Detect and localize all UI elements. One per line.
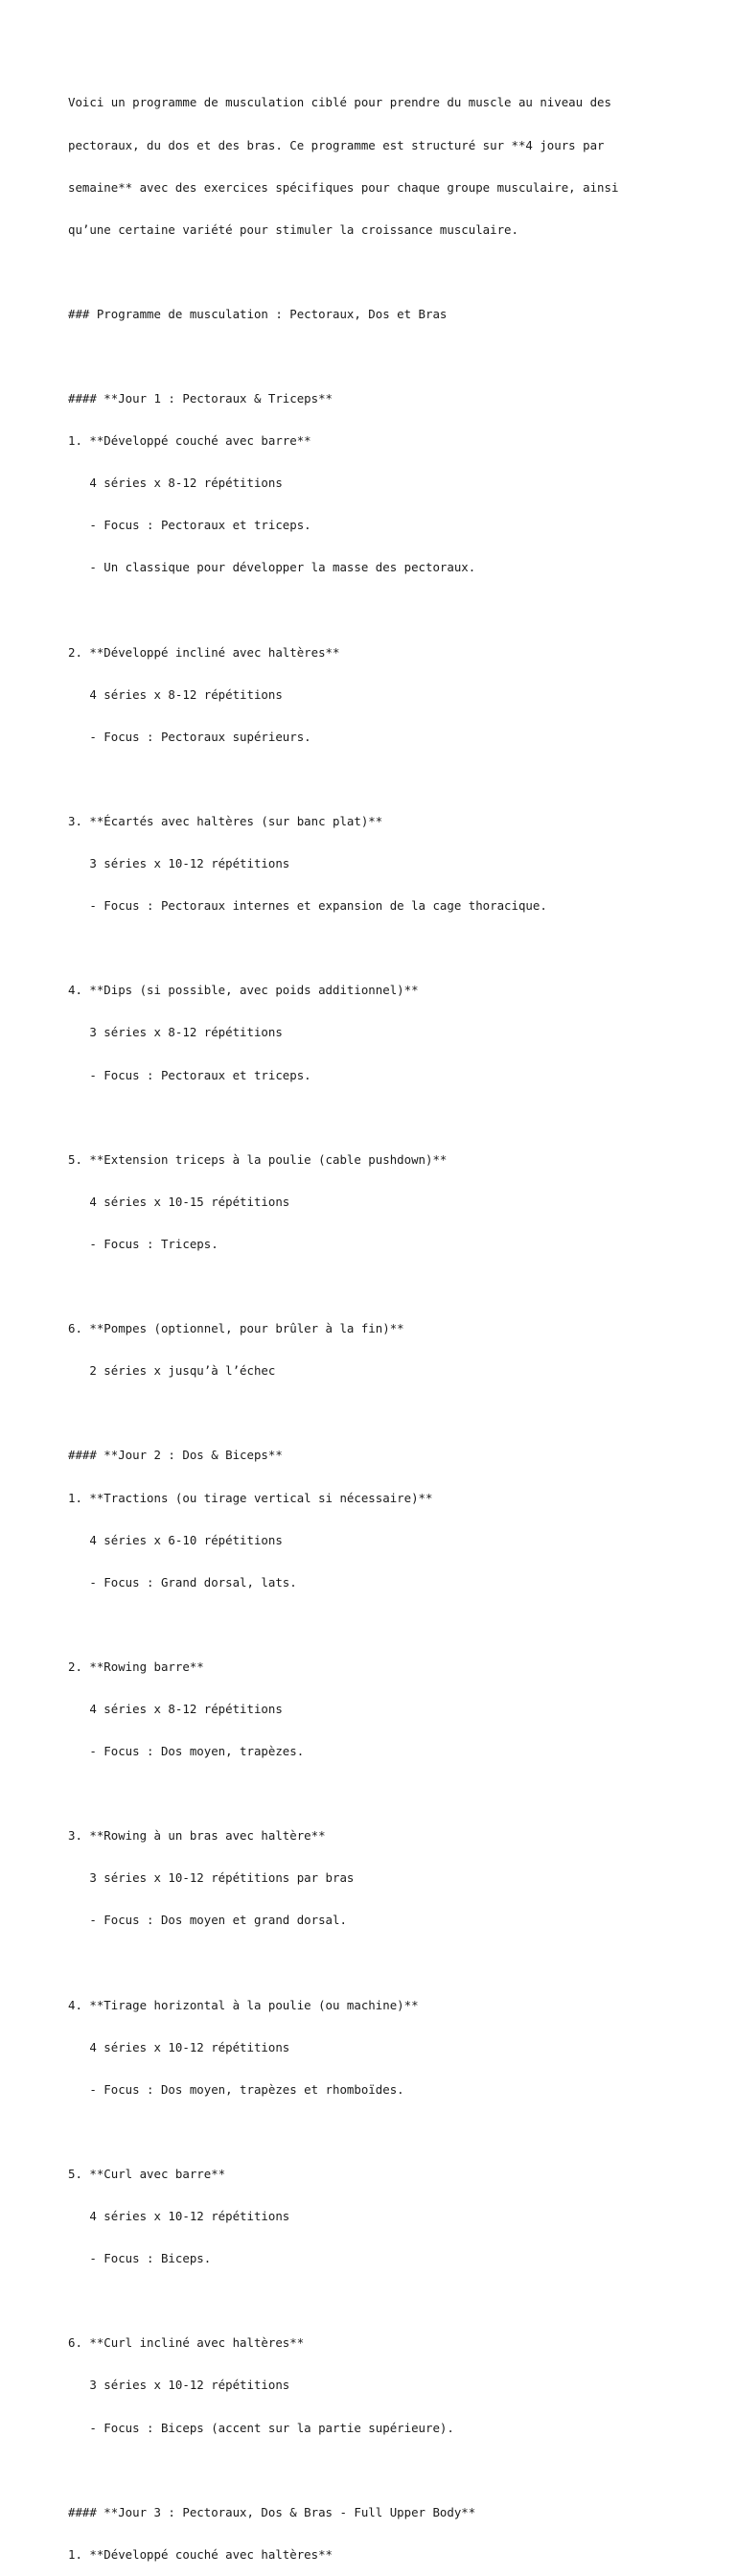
day-1-heading: #### **Jour 1 : Pectoraux & Triceps** <box>68 391 334 406</box>
exercise-title: 5. **Curl avec barre** <box>68 2167 226 2181</box>
day-2-heading: #### **Jour 2 : Dos & Biceps** <box>68 1448 283 1463</box>
exercise-focus: - Focus : Pectoraux et triceps. <box>68 518 311 533</box>
blank-line <box>68 2125 729 2140</box>
exercise-title: 3. **Écartés avec haltères (sur banc plat)** <box>68 814 383 828</box>
exercise-title: 4. **Dips (si possible, avec poids additionnel)** <box>68 983 419 998</box>
day-3-heading: #### **Jour 3 : Pectoraux, Dos & Bras - Full Upper Body** <box>68 2504 476 2519</box>
exercise-sets: 4 séries x 8-12 répétitions <box>68 686 283 702</box>
blank-line <box>68 2464 729 2478</box>
blank-line <box>68 1957 729 1971</box>
intro-line-4: qu’une certaine variété pour stimuler la croissance musculaire. <box>68 221 518 237</box>
exercise-sets: 4 séries x 10-15 répétitions <box>68 1194 290 1209</box>
exercise-focus: - Focus : Pectoraux internes et expansion de la cage thoracique. <box>68 898 547 914</box>
intro-line-2: pectoraux, du dos et des bras. Ce programme est structuré sur **4 jours par <box>68 137 605 152</box>
exercise-title: 1. **Tractions (ou tirage vertical si nécessaire)** <box>68 1490 433 1505</box>
exercise-focus: - Focus : Pectoraux supérieurs. <box>68 729 311 744</box>
exercise-focus: - Focus : Dos moyen et grand dorsal. <box>68 1913 347 1928</box>
blank-line <box>68 941 729 956</box>
exercise-focus: - Focus : Biceps. <box>68 2251 212 2266</box>
exercise-title: 2. **Rowing barre** <box>68 1659 204 1674</box>
exercise-sets: 4 séries x 6-10 répétitions <box>68 1532 283 1547</box>
blank-line <box>68 773 729 787</box>
exercise-title: 6. **Curl incliné avec haltères** <box>68 2335 305 2351</box>
exercise-focus: - Focus : Dos moyen, trapèzes et rhomboïdes. <box>68 2081 404 2097</box>
document-body <box>68 68 729 2576</box>
blank-line <box>68 266 729 280</box>
exercise-sets: 2 séries x jusqu’à l’échec <box>68 1363 276 1379</box>
blank-line <box>68 1406 729 1421</box>
exercise-title: 1. **Développé couché avec barre** <box>68 433 311 449</box>
blank-line <box>68 1111 729 1126</box>
blank-line <box>68 1618 729 1633</box>
exercise-sets: 3 séries x 10-12 répétitions <box>68 856 290 871</box>
exercise-note: - Un classique pour développer la masse des pectoraux. <box>68 560 476 575</box>
intro-line-1: Voici un programme de musculation ciblé pour prendre du muscle au niveau des <box>68 95 611 110</box>
exercise-title: 6. **Pompes (optionnel, pour brûler à la fin)** <box>68 1321 404 1336</box>
intro-line-3: semaine** avec des exercices spécifiques pour chaque groupe musculaire, ainsi <box>68 179 619 195</box>
exercise-title: 2. **Développé incliné avec haltères** <box>68 644 340 660</box>
exercise-sets: 4 séries x 10-12 répétitions <box>68 2039 290 2054</box>
exercise-focus: - Focus : Pectoraux et triceps. <box>68 1067 311 1082</box>
exercise-sets: 4 séries x 8-12 répétitions <box>68 1701 283 1716</box>
exercise-title: 1. **Développé couché avec haltères** <box>68 2546 334 2562</box>
exercise-sets: 4 séries x 8-12 répétitions <box>68 476 283 491</box>
blank-line <box>68 1787 729 1801</box>
exercise-sets: 3 séries x 10-12 répétitions par bras <box>68 1870 355 1886</box>
exercise-sets: 3 séries x 8-12 répétitions <box>68 1025 283 1040</box>
exercise-sets: 4 séries x 10-12 répétitions <box>68 2209 290 2224</box>
exercise-focus: - Focus : Triceps. <box>68 1236 218 1251</box>
exercise-focus: - Focus : Dos moyen, trapèzes. <box>68 1744 305 1759</box>
exercise-title: 3. **Rowing à un bras avec haltère** <box>68 1828 326 1844</box>
blank-line <box>68 350 729 364</box>
exercise-focus: - Focus : Grand dorsal, lats. <box>68 1574 297 1590</box>
blank-line <box>68 2294 729 2309</box>
exercise-focus: - Focus : Biceps (accent sur la partie supérieure). <box>68 2420 454 2435</box>
program-heading: ### Programme de musculation : Pectoraux, Dos et Bras <box>68 306 448 321</box>
blank-line <box>68 1280 729 1294</box>
blank-line <box>68 604 729 618</box>
exercise-sets: 3 séries x 10-12 répétitions <box>68 2378 290 2393</box>
exercise-title: 4. **Tirage horizontal à la poulie (ou machine)** <box>68 1997 419 2012</box>
exercise-title: 5. **Extension triceps à la poulie (cable pushdown)** <box>68 1151 448 1167</box>
